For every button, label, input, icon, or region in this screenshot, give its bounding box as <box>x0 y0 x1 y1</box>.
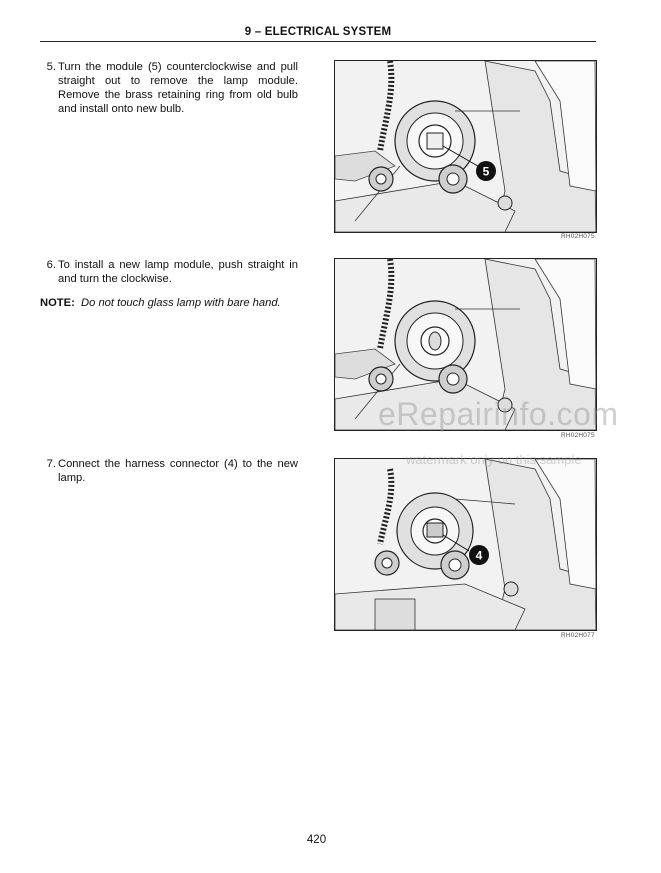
note-label: NOTE: <box>40 297 75 309</box>
step-number: 6. <box>46 259 56 271</box>
step-5 <box>40 60 298 116</box>
header-rule <box>40 41 596 42</box>
step-text: Turn the module (5) counterclockwise and pull straight out to remove the lamp module. Remove the brass retaining ring from old bulb and install onto new bulb. <box>58 61 298 115</box>
figure-3-code: RH02H077 <box>561 632 595 639</box>
note <box>40 296 310 310</box>
section-header: 9 – ELECTRICAL SYSTEM <box>244 26 392 38</box>
watermark-notice: watermark only on this sample <box>406 452 582 467</box>
figure-1-code: RH02H075 <box>561 233 595 240</box>
figure-3-photo <box>334 458 597 631</box>
step-number: 7. <box>46 458 56 470</box>
page-number: 420 <box>306 834 327 846</box>
figure-2-code: RH02H075 <box>561 432 595 439</box>
step-number: 5. <box>46 61 56 73</box>
step-text: To install a new lamp module, push straight in and turn the clockwise. <box>58 259 298 285</box>
figure-1-photo <box>334 60 597 233</box>
watermark-site: eRepairinfo.com <box>378 396 619 432</box>
step-text: Connect the harness connector (4) to the new lamp. <box>58 458 298 484</box>
step-6 <box>40 258 298 286</box>
callout-5: 5 <box>482 164 490 179</box>
step-7 <box>40 457 298 485</box>
callout-4: 4 <box>475 548 483 563</box>
note-text: Do not touch glass lamp with bare hand. <box>81 297 281 309</box>
